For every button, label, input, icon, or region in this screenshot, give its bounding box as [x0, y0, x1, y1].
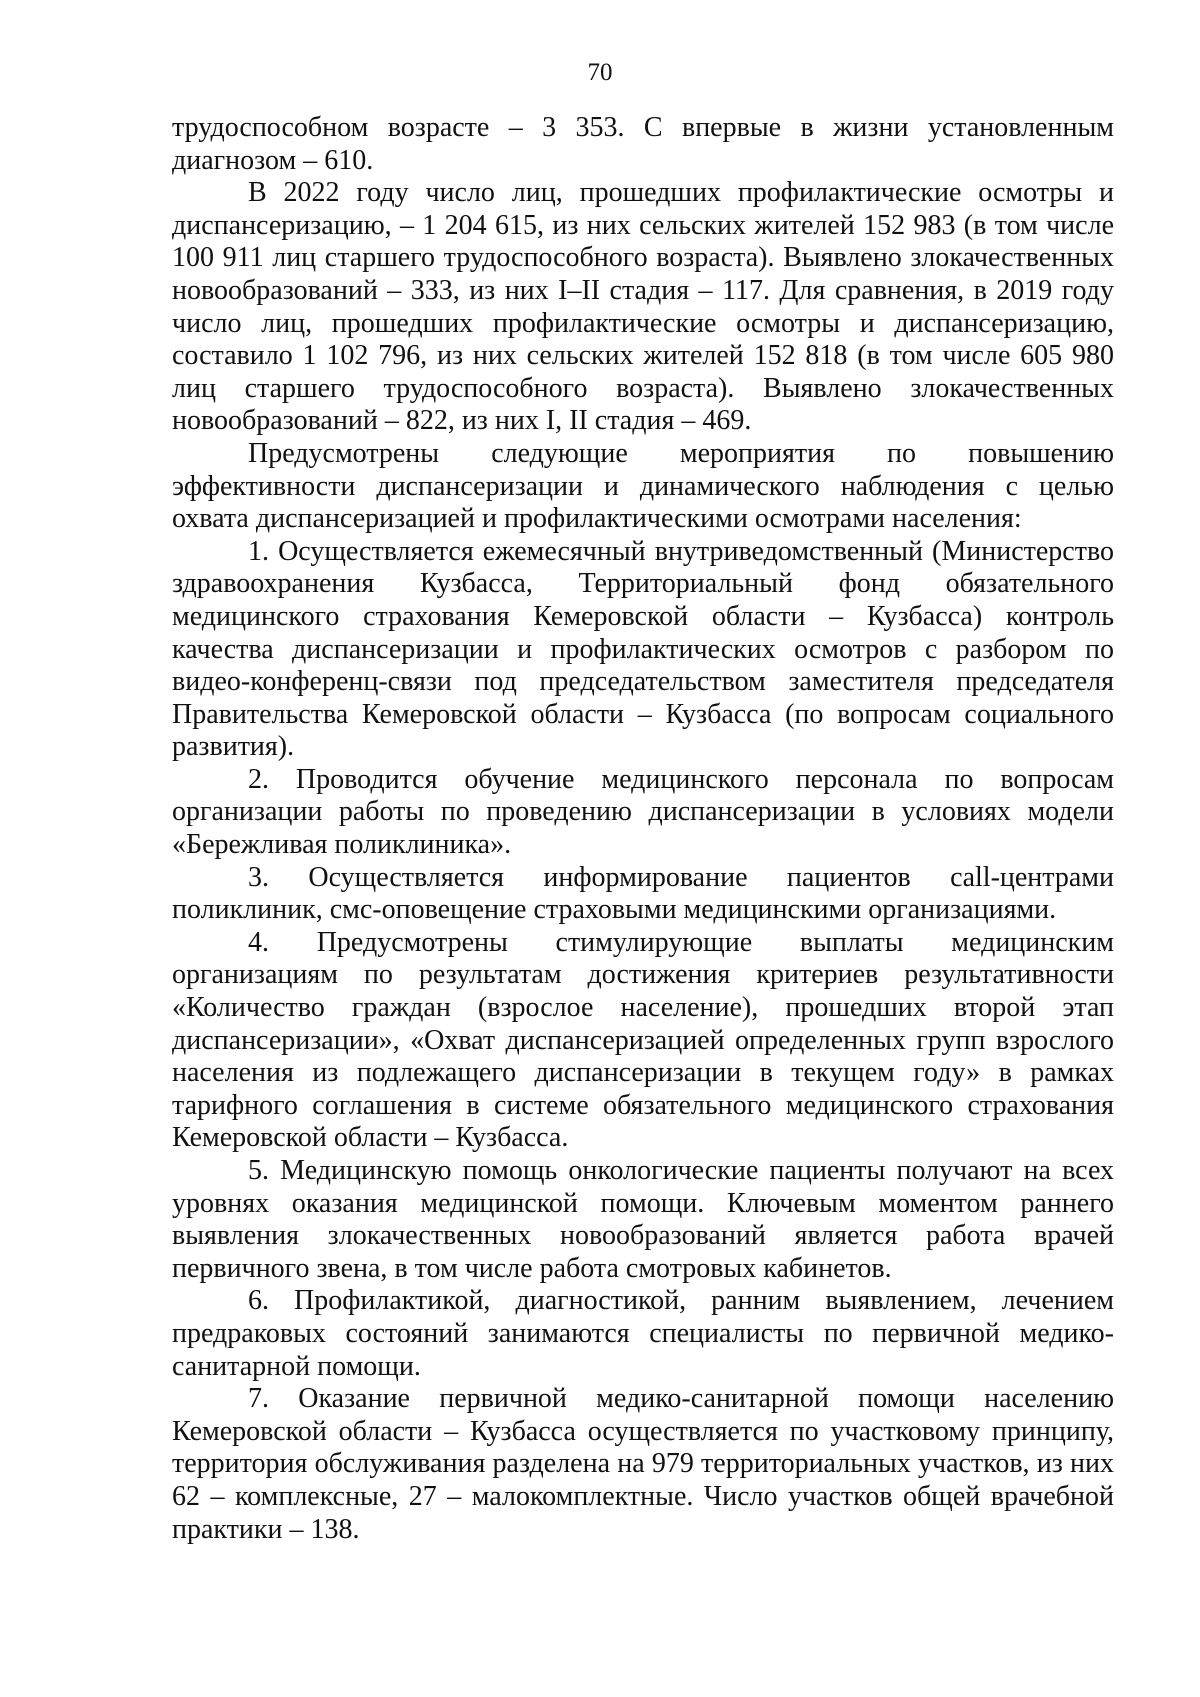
paragraph-continuation: трудоспособном возрасте – 3 353. С впервые в жизни установленным диагнозом – 610.	[172, 112, 1114, 176]
list-item-7: 7. Оказание первичной медико-санитарной помощи населению Кемеровской области – Кузбасса осуществляется по участковому принципу, территория обслуживания разделена на 979 территориальных участков, из них 62 – комплексные, 27 – малокомплектные. Число участков общей врачебной практики – 138.	[172, 1383, 1114, 1545]
list-item-1: 1. Осуществляется ежемесячный внутриведомственный (Министерство здравоохранения Кузбасса, Территориальный фонд обязательного медицинского страхования Кемеровской области – Кузбасса) контроль качества диспансеризации и профилактических осмотров с разбором по видео-конференц-связи под председательством заместителя председателя Правительства Кемеровской области – Кузбасса (по вопросам социального развития).	[172, 535, 1114, 763]
list-item-3: 3. Осуществляется информирование пациентов call-центрами поликлиник, смс-оповещение страховыми медицинскими организациями.	[172, 861, 1114, 926]
page-number: 70	[587, 59, 613, 86]
list-item-4: 4. Предусмотрены стимулирующие выплаты медицинским организациям по результатам достижения критериев результативности «Количество граждан (взрослое население), прошедших второй этап диспансеризации», «Охват диспансеризацией определенных групп взрослого населения из подлежащего диспансеризации в текущем году» в рамках тарифного соглашения в системе обязательного медицинского страхования Кемеровской области – Кузбасса.	[172, 926, 1114, 1154]
paragraph-screening-statistics: В 2022 году число лиц, прошедших профилактические осмотры и диспансеризацию, – 1 204 615, из них сельских жителей 152 983 (в том числе 100 911 лиц старшего трудоспособного возраста). Выявлено злокачественных новообразований – 333, из них I–II стадия – 117. Для сравнения, в 2019 году число лиц, прошедших профилактические осмотры и диспансеризацию, составило 1 102 796, из них сельских жителей 152 818 (в том числе 605 980 лиц старшего трудоспособного возраста). Выявлено злокачественных новообразований – 822, из них I, II стадия – 469.	[172, 177, 1114, 437]
list-item-5: 5. Медицинскую помощь онкологические пациенты получают на всех уровнях оказания медицинской помощи. Ключевым моментом раннего выявления злокачественных новообразований является работа врачей первичного звена, в том числе работа смотровых кабинетов.	[172, 1155, 1114, 1284]
paragraph-measures-intro: Предусмотрены следующие мероприятия по повышению эффективности диспансеризации и динамического наблюдения с целью охвата диспансеризацией и профилактическими осмотрами населения:	[172, 437, 1114, 535]
list-item-2: 2. Проводится обучение медицинского персонала по вопросам организации работы по проведению диспансеризации в условиях модели «Бережливая поликлиника».	[172, 763, 1114, 861]
document-body	[172, 112, 1114, 1546]
list-item-6: 6. Профилактикой, диагностикой, ранним выявлением, лечением предраковых состояний занимаются специалисты по первичной медико-санитарной помощи.	[172, 1285, 1114, 1382]
